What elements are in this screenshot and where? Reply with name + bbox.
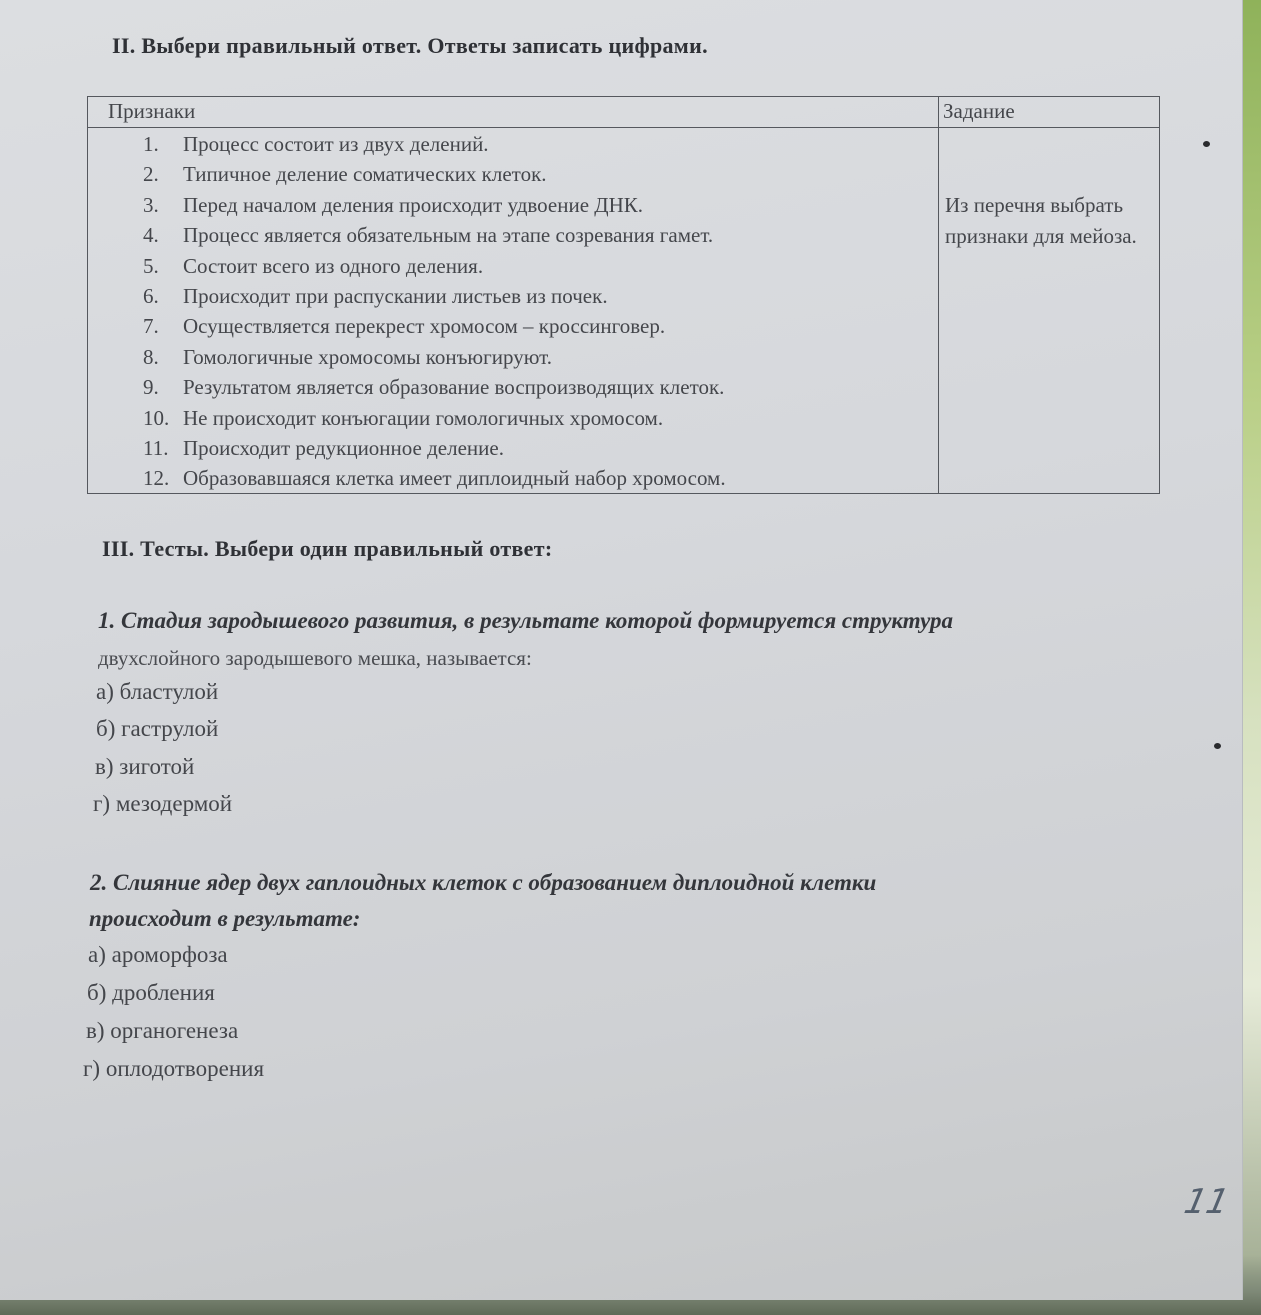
section-2-heading: II. Выбери правильный ответ. Ответы записать цифрами.: [112, 33, 708, 58]
question-2-continuation: происходит в результате:: [89, 906, 361, 931]
table-header-divider: [88, 127, 1159, 128]
question-1-option-a: а) бластулой: [96, 679, 219, 704]
question-1-continuation: двухслойного зародышевого мешка, называется:: [98, 646, 532, 670]
section-3-heading: III. Тесты. Выбери один правильный ответ:: [102, 536, 553, 561]
features-table: [87, 96, 1160, 494]
list-item: 2. Типичное деление соматических клеток.: [143, 162, 547, 187]
list-item: 7. Осуществляется перекрест хромосом – кроссинговер.: [143, 314, 666, 339]
question-1-title: 1. Стадия зародышевого развития, в результате которой формируется структура: [98, 608, 953, 633]
table-column-divider: [938, 97, 939, 493]
list-item: 4. Процесс является обязательным на этапе созревания гамет.: [143, 223, 714, 248]
list-item: 10. Не происходит конъюгации гомологичных хромосом.: [143, 405, 664, 430]
table-header-features: Признаки: [108, 99, 196, 123]
ink-speck: [1214, 743, 1221, 749]
task-instruction: Из перечня выбрать признаки для мейоза.: [945, 193, 1137, 248]
list-item: 5. Состоит всего из одного деления.: [143, 253, 484, 278]
question-1-option-d: г) мезодермой: [93, 791, 233, 816]
question-2-option-c: в) органогенеза: [86, 1018, 239, 1043]
list-item: 12. Образовавшаяся клетка имеет диплоидный набор хромосом.: [143, 466, 726, 491]
table-header-task: Задание: [943, 99, 1015, 123]
list-item: 6. Происходит при распускании листьев из почек.: [143, 283, 608, 308]
page-number: 11: [1180, 1182, 1233, 1222]
list-item: 8. Гомологичные хромосомы конъюгируют.: [143, 344, 552, 369]
question-1-option-b: б) гаструлой: [96, 716, 219, 741]
question-2-option-d: г) оплодотворения: [83, 1056, 265, 1081]
list-item: 9. Результатом является образование воспроизводящих клеток.: [143, 375, 725, 400]
question-2-option-a: а) ароморфоза: [88, 942, 228, 967]
question-2-option-b: б) дробления: [87, 980, 215, 1005]
list-item: 3. Перед началом деления происходит удвоение ДНК.: [143, 192, 644, 217]
feature-list: [143, 129, 726, 494]
list-item: 1. Процесс состоит из двух делений.: [143, 132, 489, 156]
question-2-title: 2. Слияние ядер двух гаплоидных клеток с образованием диплоидной клетки: [90, 870, 877, 895]
question-1-option-c: в) зиготой: [95, 754, 195, 779]
list-item: 11. Происходит редукционное деление.: [143, 435, 504, 460]
ink-speck: [1203, 141, 1210, 147]
